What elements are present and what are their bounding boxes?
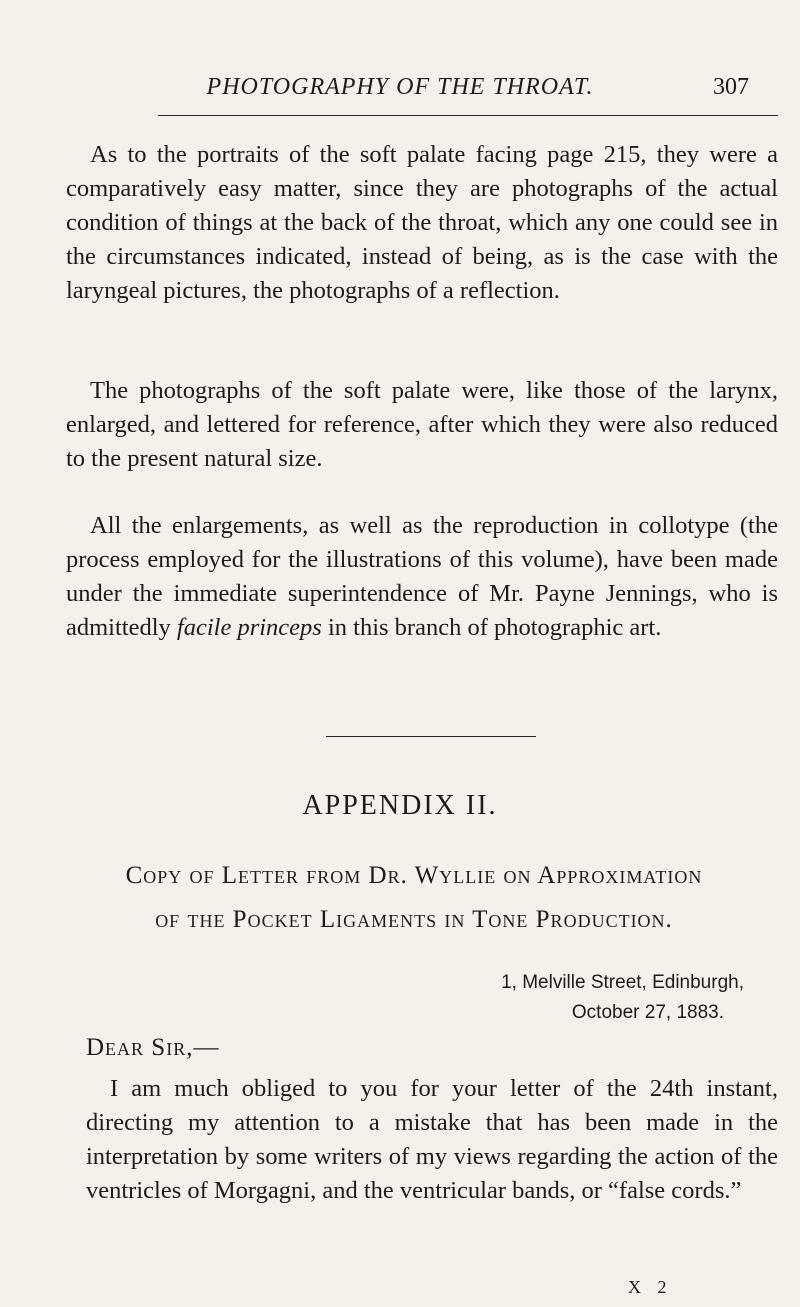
paragraph-collotype-text-end: in this branch of photographic art. (321, 614, 662, 641)
running-head: PHOTOGRAPHY OF THE THROAT. (206, 74, 594, 100)
header-rule (158, 115, 778, 116)
page-number: 307 (713, 74, 749, 100)
letter-salutation: Dear Sir,— (86, 1034, 220, 1061)
section-divider (326, 736, 536, 737)
signature-mark: X 2 (628, 1277, 673, 1297)
letter-date: October 27, 1883. (571, 1002, 724, 1023)
letter-heading-line-2: of the Pocket Ligaments in Tone Production. (155, 906, 673, 933)
appendix-title: APPENDIX II. (302, 790, 498, 821)
paragraph-collotype (66, 509, 778, 645)
letter-address: 1, Melville Street, Edinburgh, (501, 972, 744, 993)
letter-paragraph: I am much obliged to you for your letter of the 24th instant, directing my attention to a mistake that has been made in the interpretation by some writers of my views regarding the action of the ventricles of Morgagni, and the ventricular bands, or “false cords.” (86, 1075, 778, 1204)
paragraph-soft-palate-portraits: As to the portraits of the soft palate facing page 215, they were a comparatively easy matter, since they are photographs of the actual condition of things at the back of the throat, which any one could see in the circumstances indicated, instead of being, as is the case with the laryngeal pictures, the photographs of a reflection. (66, 141, 778, 304)
paragraph-collotype-italic: facile princeps (176, 614, 322, 641)
paragraph-collotype-text-start: All the enlargements, as well as the reproduction in collotype (the process employed for the illustrations of this volume), have been made under the immediate superintendence of Mr. Payne Jennings, who is admittedly (66, 512, 778, 641)
letter-heading-line-1: Copy of Letter from Dr. Wyllie on Approximation (125, 862, 703, 889)
paragraph-photographs-enlarged: The photographs of the soft palate were, like those of the larynx, enlarged, and lettered for reference, after which they were also reduced to the present natural size. (66, 377, 778, 472)
